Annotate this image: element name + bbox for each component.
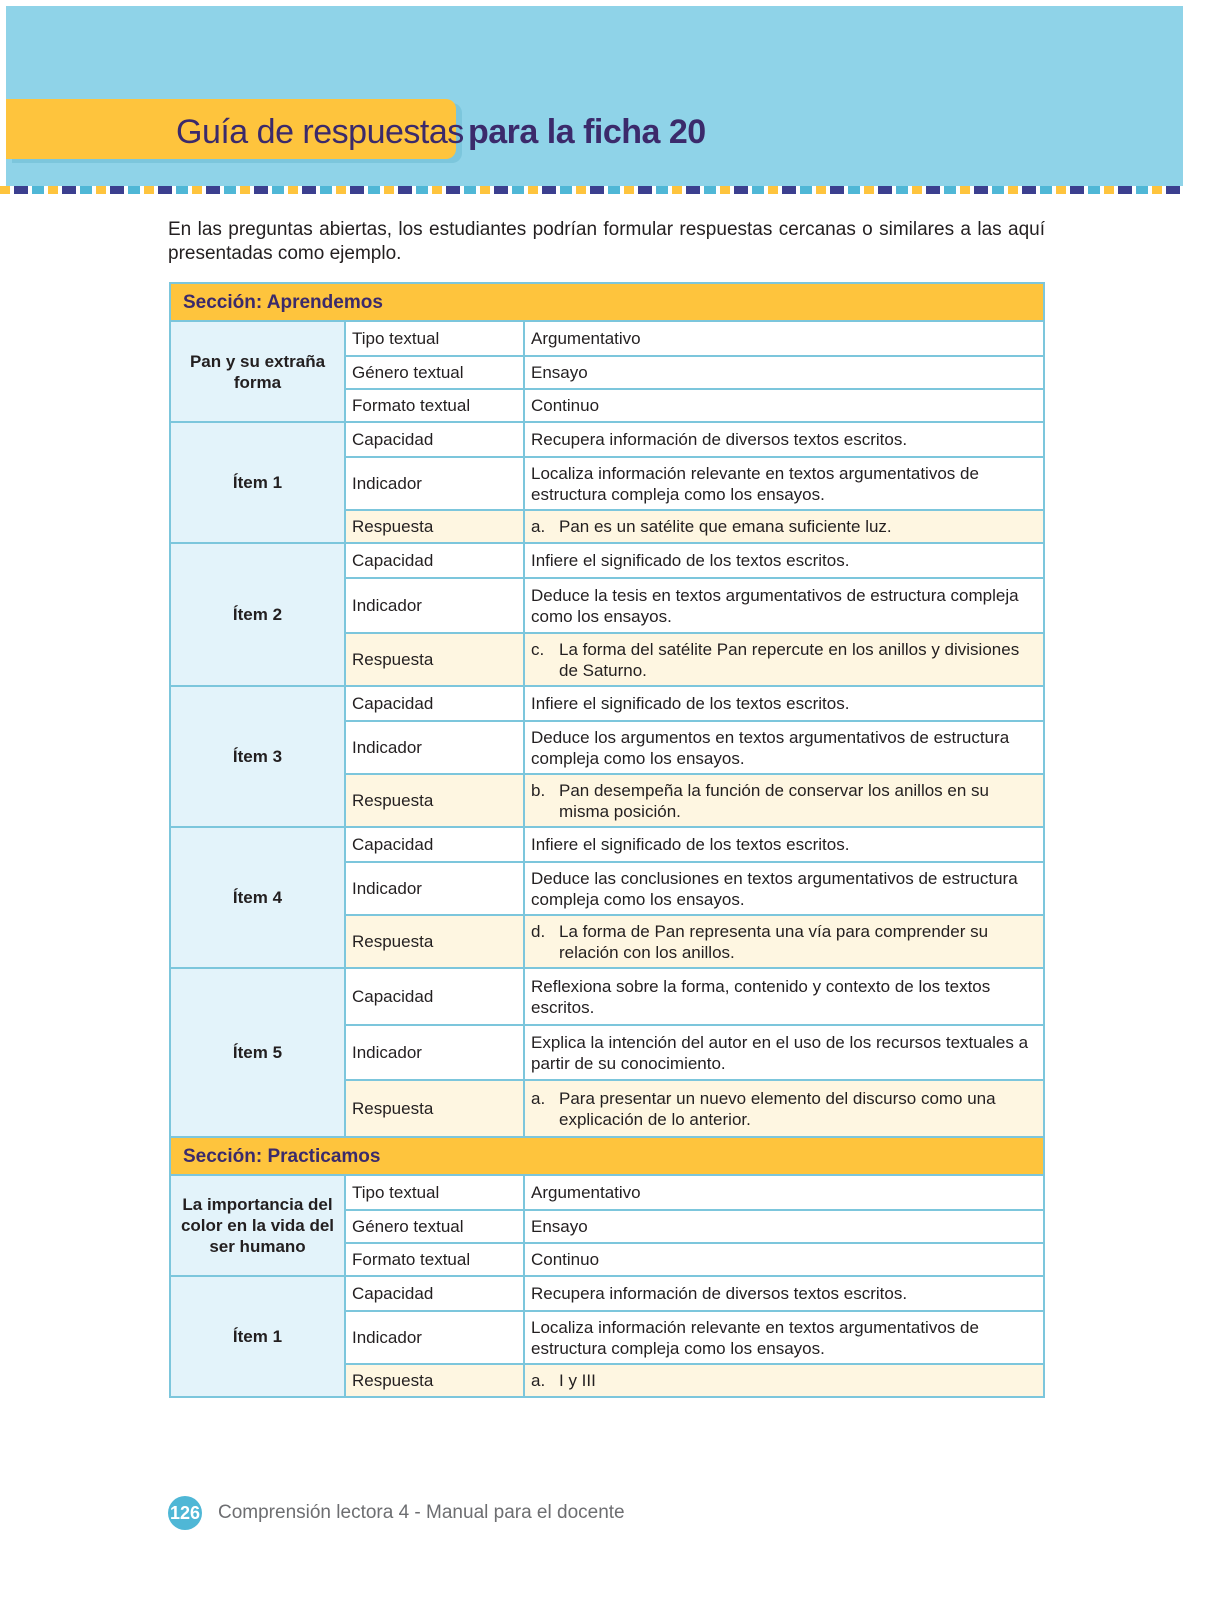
row-key: Tipo textual <box>346 1176 525 1209</box>
option-letter: d. <box>531 921 546 941</box>
row-value: Localiza información relevante en textos argumentativos de estructura compleja como los ensayos. <box>531 1317 979 1358</box>
table-row <box>346 1079 1043 1136</box>
group-label: La importancia del color en la vida del ser humano <box>171 1176 346 1275</box>
row-value: Explica la intención del autor en el uso de los recursos textuales a partir de su conocimiento. <box>531 1032 1029 1073</box>
answer-cell <box>525 775 1043 826</box>
row-key: Capacidad <box>346 423 525 456</box>
row-key: Indicador <box>346 458 525 509</box>
row-key: Respuesta <box>346 1365 525 1396</box>
table-row <box>346 388 1043 421</box>
row-key: Respuesta <box>346 916 525 967</box>
table-row <box>346 423 1043 456</box>
answer-option <box>531 1088 1037 1130</box>
row-key: Respuesta <box>346 634 525 685</box>
header-banner <box>6 6 1183 188</box>
row-key: Capacidad <box>346 544 525 577</box>
row-key: Capacidad <box>346 969 525 1024</box>
section-header: Sección: Practicamos <box>171 1136 1043 1174</box>
row-key: Indicador <box>346 1026 525 1079</box>
row-value: Argumentativo <box>531 1183 641 1202</box>
table-row <box>346 720 1043 773</box>
group-label: Pan y su extraña forma <box>171 322 346 421</box>
option-text: La forma del satélite Pan repercute en los anillos y divisiones de Saturno. <box>559 639 1020 680</box>
option-letter: b. <box>531 780 546 800</box>
table-row <box>346 1277 1043 1310</box>
row-key: Tipo textual <box>346 322 525 355</box>
option-letter: a. <box>531 1371 546 1390</box>
footer-text: Comprensión lectora 4 - Manual para el docente <box>218 1502 625 1523</box>
table-row <box>346 1209 1043 1242</box>
row-key: Género textual <box>346 357 525 388</box>
row-key: Respuesta <box>346 511 525 542</box>
row-key: Formato textual <box>346 1244 525 1275</box>
answer-option <box>531 639 1037 681</box>
table-row <box>346 773 1043 826</box>
row-value: Ensayo <box>531 363 588 382</box>
row-key: Capacidad <box>346 828 525 861</box>
row-value: Reflexiona sobre la forma, contenido y contexto de los textos escritos. <box>531 976 991 1017</box>
answer-cell <box>525 916 1043 967</box>
table-row <box>346 828 1043 861</box>
row-key: Indicador <box>346 863 525 914</box>
row-value: Infiere el significado de los textos escritos. <box>531 694 850 713</box>
row-key: Capacidad <box>346 687 525 720</box>
table-row <box>346 355 1043 388</box>
row-value: Recupera información de diversos textos escritos. <box>531 430 908 449</box>
table-row <box>346 914 1043 967</box>
table-group <box>171 967 1043 1136</box>
row-value: Continuo <box>531 396 600 415</box>
decorative-stripe <box>0 186 1183 194</box>
row-key: Género textual <box>346 1211 525 1242</box>
group-label: Ítem 4 <box>171 828 346 967</box>
row-key: Indicador <box>346 722 525 773</box>
group-label: Ítem 5 <box>171 969 346 1136</box>
answer-cell <box>525 1081 1043 1136</box>
table-group <box>171 542 1043 685</box>
answer-cell <box>525 1365 1043 1396</box>
table-row <box>346 969 1043 1024</box>
page-number: 126 <box>168 1496 202 1530</box>
table-row <box>346 1310 1043 1363</box>
option-text: Pan es un satélite que emana suficiente luz. <box>559 517 892 536</box>
row-key: Respuesta <box>346 1081 525 1136</box>
row-key: Indicador <box>346 579 525 632</box>
group-label: Ítem 3 <box>171 687 346 826</box>
table-row <box>346 1024 1043 1079</box>
row-key: Formato textual <box>346 390 525 421</box>
group-label: Ítem 1 <box>171 423 346 542</box>
intro-text: En las preguntas abiertas, los estudiantes podrían formular respuestas cercanas o similares a las aquí presentadas como ejemplo. <box>168 219 1045 264</box>
table-group <box>171 1174 1043 1275</box>
row-value: Deduce la tesis en textos argumentativos de estructura compleja como los ensayos. <box>531 585 1019 626</box>
table-row <box>346 456 1043 509</box>
page-title: Guía de respuestas <box>176 113 464 151</box>
answer-table <box>169 282 1045 1398</box>
row-value: Infiere el significado de los textos escritos. <box>531 551 850 570</box>
option-text: I y III <box>559 1371 596 1390</box>
row-value: Recupera información de diversos textos escritos. <box>531 1284 908 1303</box>
table-row <box>346 1176 1043 1209</box>
answer-cell <box>525 634 1043 685</box>
answer-cell <box>525 511 1043 542</box>
table-row <box>346 632 1043 685</box>
row-value: Deduce las conclusiones en textos argumentativos de estructura compleja como los ensayos. <box>531 868 1018 909</box>
table-group <box>171 1275 1043 1396</box>
row-key: Respuesta <box>346 775 525 826</box>
group-label: Ítem 2 <box>171 544 346 685</box>
answer-option <box>531 780 1037 822</box>
table-group <box>171 320 1043 421</box>
table-group <box>171 421 1043 542</box>
section-header: Sección: Aprendemos <box>171 282 1043 320</box>
table-row <box>346 687 1043 720</box>
table-row <box>346 577 1043 632</box>
table-row <box>346 322 1043 355</box>
table-group <box>171 685 1043 826</box>
option-text: Pan desempeña la función de conservar los anillos en su misma posición. <box>559 780 989 821</box>
page-subtitle: para la ficha 20 <box>468 113 706 151</box>
table-group <box>171 826 1043 967</box>
row-key: Indicador <box>346 1312 525 1363</box>
row-value: Infiere el significado de los textos escritos. <box>531 835 850 854</box>
option-text: Para presentar un nuevo elemento del discurso como una explicación de lo anterior. <box>559 1088 996 1129</box>
row-value: Argumentativo <box>531 329 641 348</box>
group-label: Ítem 1 <box>171 1277 346 1396</box>
row-value: Continuo <box>531 1250 600 1269</box>
option-letter: c. <box>531 639 545 659</box>
row-key: Capacidad <box>346 1277 525 1310</box>
answer-option <box>531 921 1037 963</box>
answer-option <box>531 1370 596 1391</box>
row-value: Ensayo <box>531 1217 588 1236</box>
option-letter: a. <box>531 517 546 536</box>
table-row <box>346 544 1043 577</box>
answer-option <box>531 516 892 537</box>
table-row <box>346 1363 1043 1396</box>
option-letter: a. <box>531 1088 546 1108</box>
row-value: Localiza información relevante en textos argumentativos de estructura compleja como los ensayos. <box>531 463 979 504</box>
option-text: La forma de Pan representa una vía para comprender su relación con los anillos. <box>559 921 989 962</box>
table-row <box>346 509 1043 542</box>
table-row <box>346 1242 1043 1275</box>
table-row <box>346 861 1043 914</box>
row-value: Deduce los argumentos en textos argumentativos de estructura compleja como los ensayos. <box>531 727 1010 768</box>
